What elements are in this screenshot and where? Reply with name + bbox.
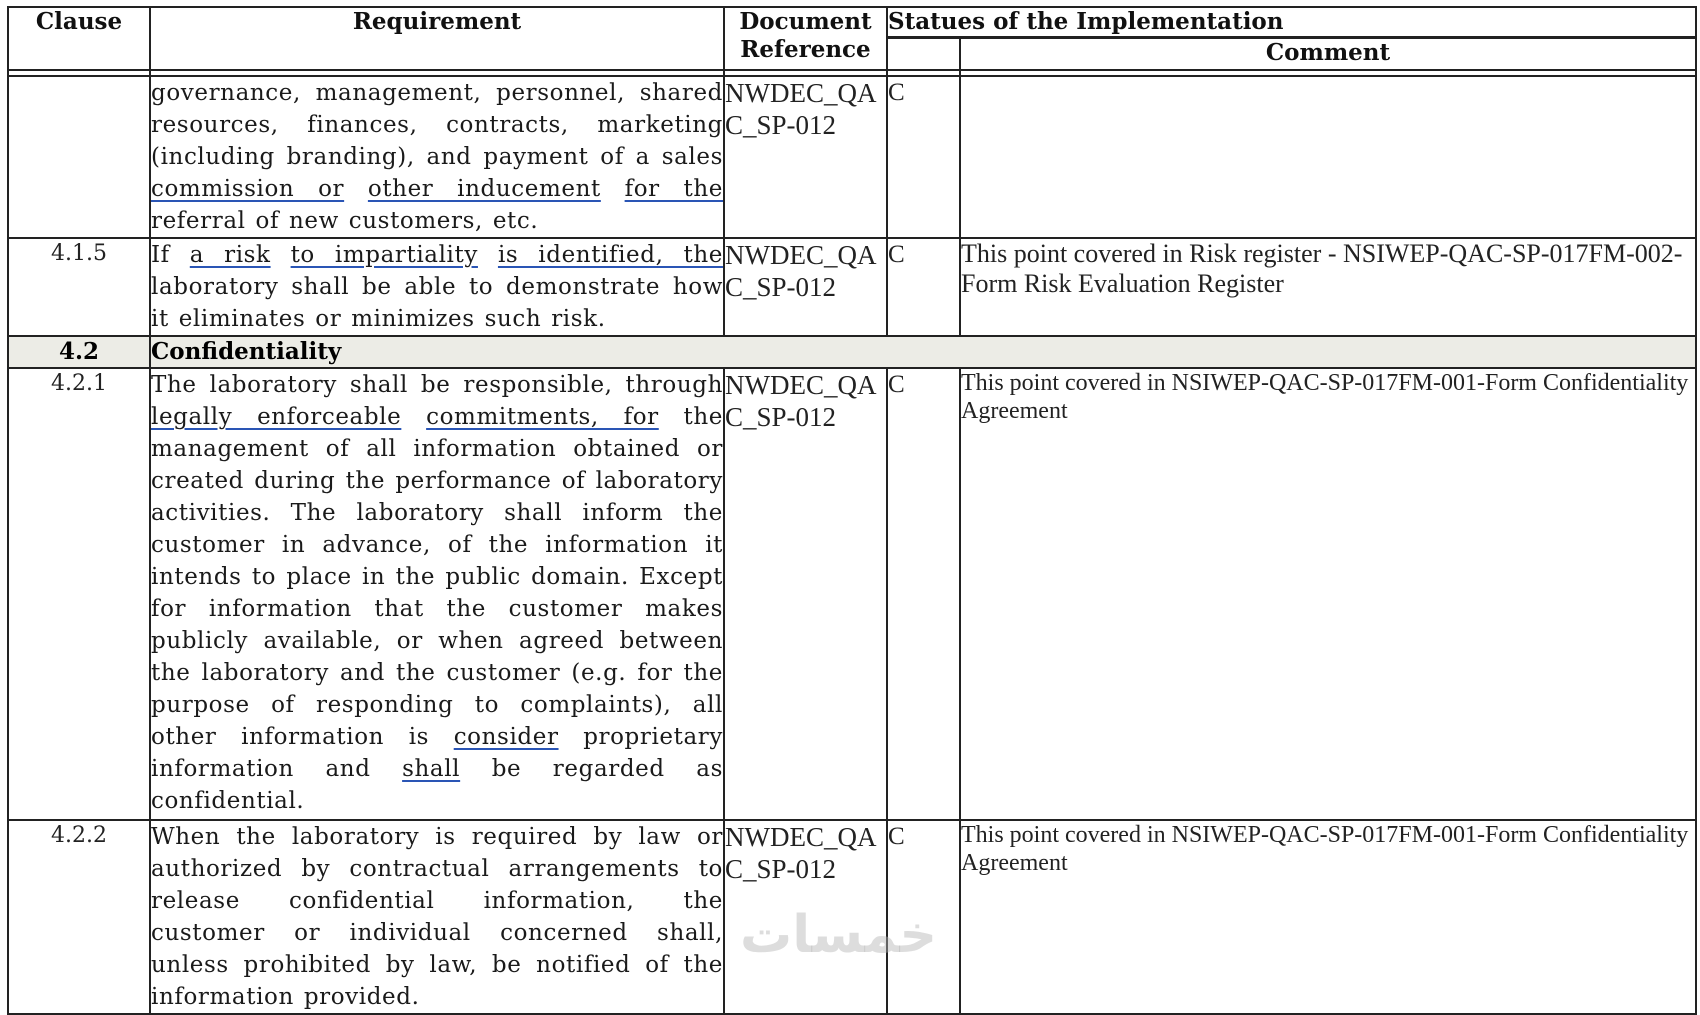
clause-number (8, 76, 150, 238)
doc-ref-header-line2: Reference (740, 36, 871, 63)
section-number: 4.2 (8, 336, 150, 368)
header-row-1 (8, 7, 1696, 38)
comment-text: This point covered in Risk register - NSIWEP-QAC-SP-017FM-002-Form Risk Evaluation Register (960, 238, 1696, 336)
underlined-phrase: commitments, for (426, 404, 659, 430)
underlined-phrase: other inducement (367, 176, 601, 202)
clause-number: 4.2.2 (8, 820, 150, 1014)
implementation-status: C (887, 368, 960, 820)
document-reference: NWDEC_QAC_SP-012 (724, 820, 887, 1014)
underlined-phrase: to impartiality (290, 242, 478, 268)
status-subheader-blank (887, 38, 960, 71)
underlined-phrase: for the (624, 176, 723, 202)
requirement-text (150, 368, 724, 820)
implementation-status: C (887, 238, 960, 336)
underlined-phrase: a risk (189, 242, 271, 268)
requirement-text (150, 238, 724, 336)
doc-ref-header-line1: Document (739, 8, 872, 35)
section-title: Confidentiality (150, 336, 1696, 368)
document-reference: NWDEC_QAC_SP-012 (724, 76, 887, 238)
underlined-phrase: legally enforceable (151, 404, 402, 430)
watermark-logo: خمسات (740, 905, 938, 965)
requirement-fragment (401, 404, 426, 430)
document-reference: NWDEC_QAC_SP-012 (724, 368, 887, 820)
requirement-fragment: laboratory shall be able to demonstrate how it eliminates or minimizes such risk. (151, 274, 723, 332)
document-reference-header (724, 7, 887, 70)
requirement-fragment (478, 242, 498, 268)
requirement-text (150, 76, 724, 238)
underlined-phrase: is identified, the (497, 242, 723, 268)
requirement-fragment (601, 176, 625, 202)
status-header: Statues of the Implementation (887, 7, 1696, 38)
requirement-fragment: If (151, 242, 190, 268)
comment-text: This point covered in NSIWEP-QAC-SP-017FM-001-Form Confidentiality Agreement (960, 368, 1696, 820)
requirements-table (7, 6, 1697, 1015)
requirement-fragment: proprietary information and (151, 724, 723, 782)
table-row (8, 76, 1696, 238)
requirement-fragment (271, 242, 291, 268)
requirement-fragment: When the laboratory is required by law or authorized by contractual arrangements to release confidential information, the customer or individual concerned shall, unless prohibited by law, be notified of the information provided. (151, 824, 723, 1010)
clause-number: 4.1.5 (8, 238, 150, 336)
requirement-header: Requirement (150, 7, 724, 70)
clause-header: Clause (8, 7, 150, 70)
requirement-text (150, 820, 724, 1014)
underlined-phrase: consider (453, 724, 559, 750)
implementation-status: C (887, 76, 960, 238)
requirement-fragment: the management of all information obtained or created during the performance of laboratory activities. The laboratory shall inform the customer in advance, of the information it intends to place in the public domain. Except for information that the customer makes publicly available, or when agreed between the laboratory and the customer (e.g. for the purpose of responding to complaints), all other information is (151, 404, 723, 750)
comment-header: Comment (960, 38, 1696, 71)
table-row (8, 368, 1696, 820)
section-row (8, 336, 1696, 368)
underlined-phrase: commission or (151, 176, 345, 202)
requirement-fragment: governance, management, personnel, shared resources, finances, contracts, marketing (including branding), and payment of a sales (151, 80, 723, 170)
clause-number: 4.2.1 (8, 368, 150, 820)
implementation-status: C (887, 820, 960, 1014)
comment-text: This point covered in NSIWEP-QAC-SP-017FM-001-Form Confidentiality Agreement (960, 820, 1696, 1014)
table-row (8, 238, 1696, 336)
requirement-fragment (344, 176, 368, 202)
comment-text (960, 76, 1696, 238)
requirement-fragment: be regarded as confidential. (151, 756, 723, 814)
document-reference: NWDEC_QAC_SP-012 (724, 238, 887, 336)
requirement-fragment: The laboratory shall be responsible, through (151, 372, 723, 398)
requirement-fragment: referral of new customers, etc. (151, 208, 539, 234)
underlined-phrase: shall (402, 756, 461, 782)
